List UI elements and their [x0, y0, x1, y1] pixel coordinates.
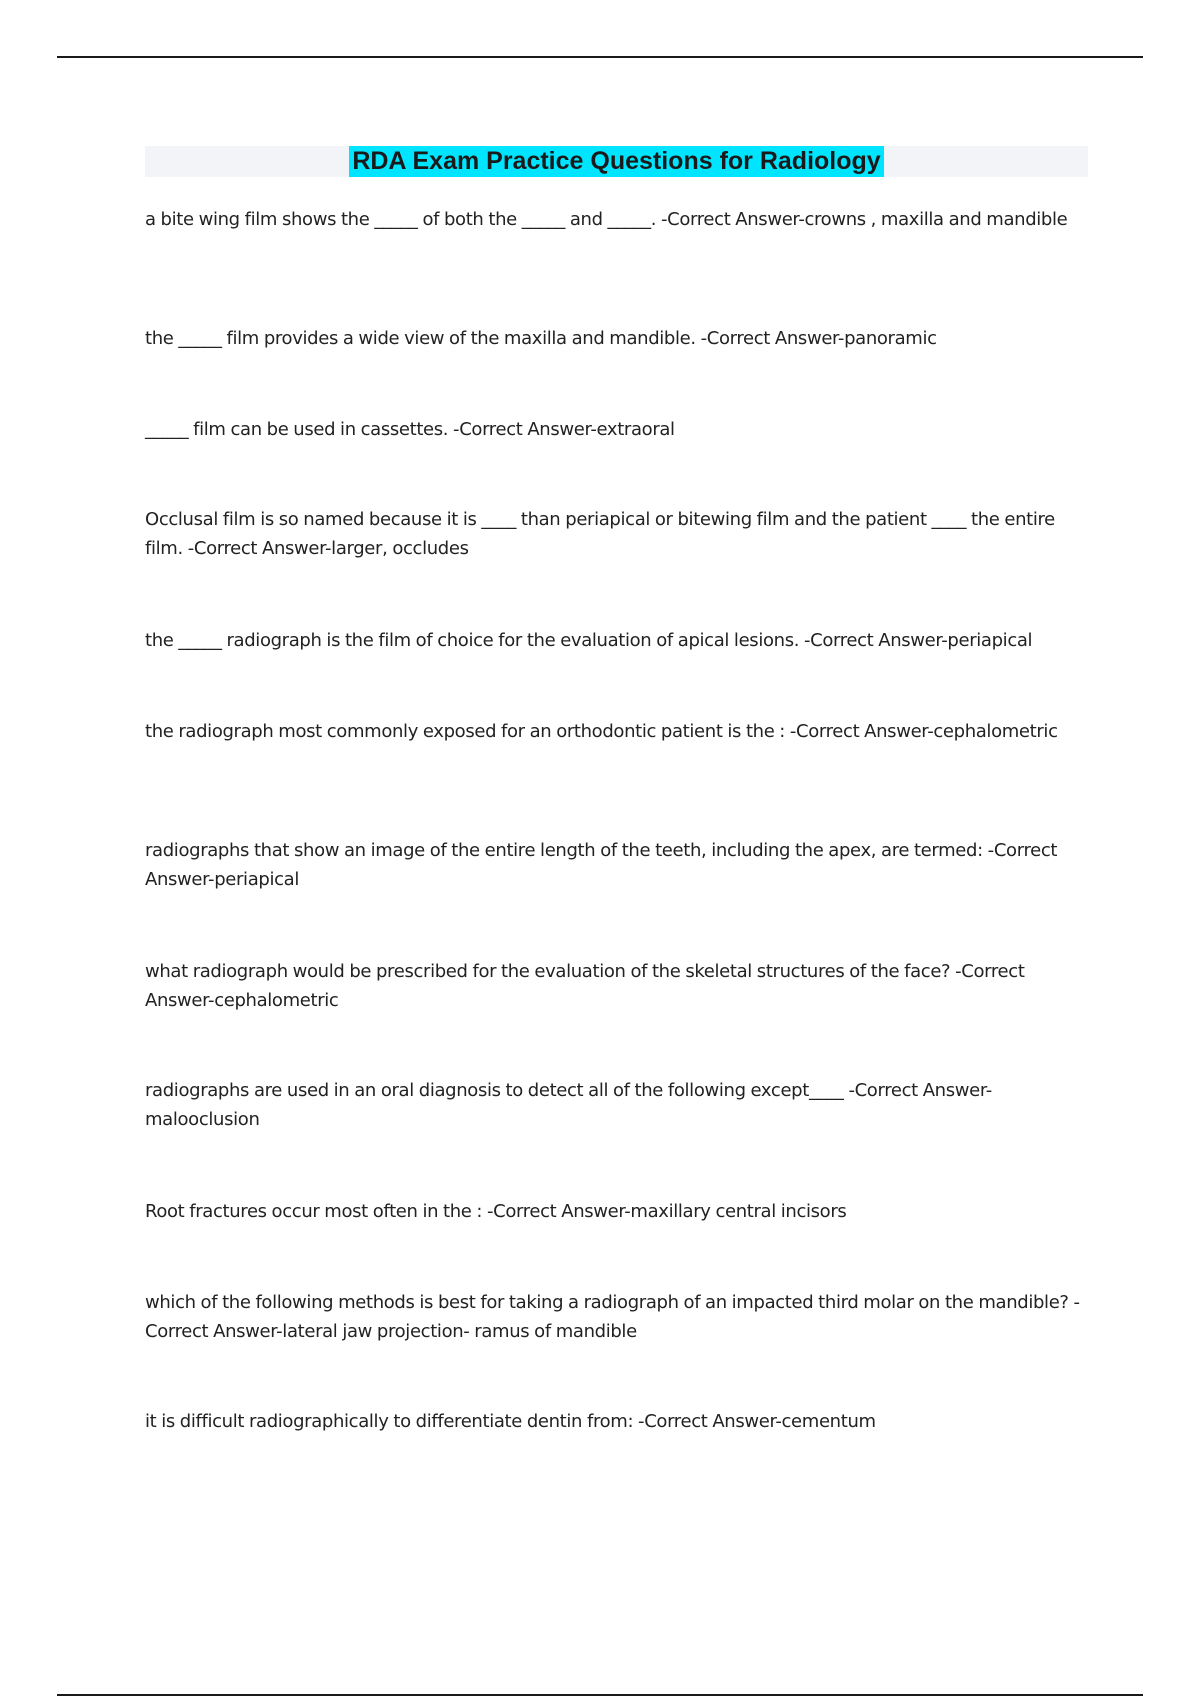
document-title: RDA Exam Practice Questions for Radiology: [349, 146, 883, 177]
footer-rule: [57, 1694, 1143, 1696]
title-band: [145, 146, 1088, 177]
question-item: radiographs are used in an oral diagnosis to detect all of the following except____ -Correct Answer-malooclusion: [145, 1080, 992, 1130]
question-item: radiographs that show an image of the entire length of the teeth, including the apex, are termed: -Correct Answer-periapical: [145, 840, 1058, 890]
question-item: what radiograph would be prescribed for the evaluation of the skeletal structures of the face? -Correct Answer-cephalometric: [145, 961, 1025, 1011]
question-item: the radiograph most commonly exposed for an orthodontic patient is the : -Correct Answer-cephalometric: [145, 721, 1058, 742]
question-item: Root fractures occur most often in the : -Correct Answer-maxillary central incisors: [145, 1201, 847, 1222]
question-item: the _____ film provides a wide view of the maxilla and mandible. -Correct Answer-panoramic: [145, 328, 937, 349]
question-item: Occlusal film is so named because it is ____ than periapical or bitewing film and the patient ____ the entire film. -Correct Answer-larger, occludes: [145, 509, 1055, 559]
question-item: _____ film can be used in cassettes. -Correct Answer-extraoral: [145, 419, 675, 440]
question-item: it is difficult radiographically to differentiate dentin from: -Correct Answer-cementum: [145, 1411, 876, 1432]
header-rule: [57, 56, 1143, 58]
question-item: the _____ radiograph is the film of choice for the evaluation of apical lesions. -Correct Answer-periapical: [145, 630, 1033, 651]
question-item: which of the following methods is best for taking a radiograph of an impacted third molar on the mandible? -Correct Answer-lateral jaw projection- ramus of mandible: [145, 1292, 1080, 1342]
question-item: a bite wing film shows the _____ of both the _____ and _____. -Correct Answer-crowns , maxilla and mandible: [145, 209, 1068, 230]
